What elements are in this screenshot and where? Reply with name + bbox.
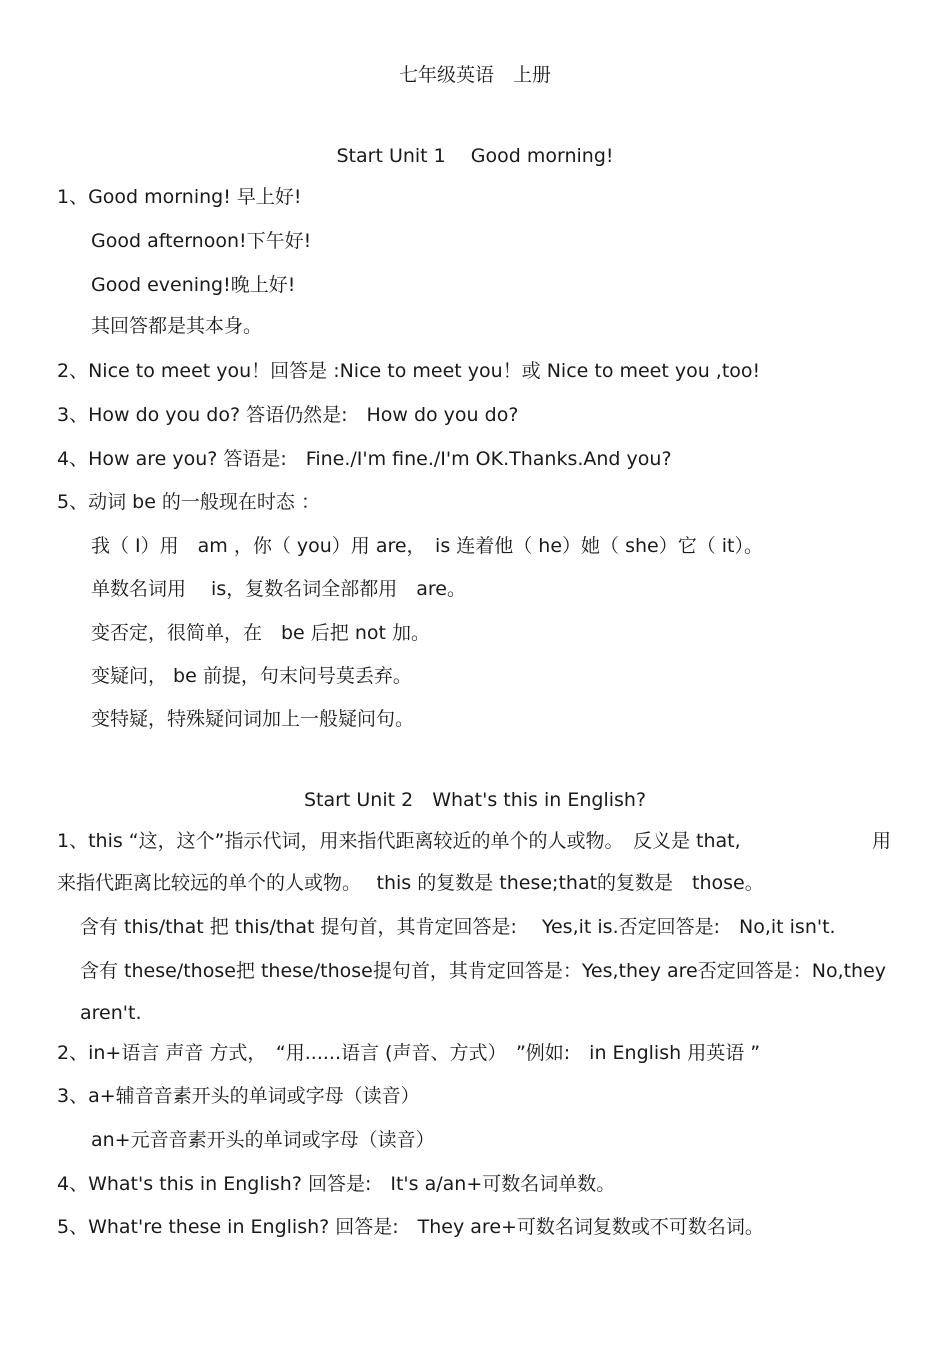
unit2-item1-these-those: 含有 these/those把 these/those提句首，其肯定回答是：Yes,they are否定回答是：No,they (80, 960, 887, 982)
unit1-item1: 1、Good morning! 早上好! (57, 186, 302, 208)
unit2-item3: 3、a+辅音音素开头的单词或字母（读音） (57, 1085, 420, 1107)
unit1-item5-rule4: 变疑问， be 前提，句末问号莫丢弃。 (91, 665, 412, 687)
unit1-item5: 5、动词 be 的一般现在时态 ： (57, 491, 320, 513)
unit2-item1-line1: 1、this “这，这个”指示代词，用来指代距离较近的单个的人或物。 反义是 that, (57, 830, 741, 852)
unit2-item1-line2: 来指代距离比较远的单个的人或物。 this 的复数是 these;that的复数是 those。 (57, 872, 764, 894)
unit2-item1-line1-end: 用 (872, 830, 892, 852)
unit2-item5: 5、What're these in English? 回答是: They are+可数名词复数或不可数名词。 (57, 1216, 764, 1238)
unit1-item1-evening: Good evening!晚上好! (91, 274, 296, 296)
unit1-item4: 4、How are you? 答语是: Fine./I'm fine./I'm OK.Thanks.And you? (57, 448, 672, 470)
unit1-item5-rule5: 变特疑，特殊疑问词加上一般疑问句。 (91, 708, 415, 730)
unit2-heading: Start Unit 2 What's this in English? (303, 789, 647, 811)
unit1-item5-rule2: 单数名词用 is，复数名词全部都用 are。 (91, 578, 466, 600)
unit1-heading: Start Unit 1 Good morning! (336, 145, 614, 167)
unit1-item1-note: 其回答都是其本身。 (91, 315, 263, 337)
unit1-item3: 3、How do you do? 答语仍然是: How do you do? (57, 404, 519, 426)
unit2-item4: 4、What's this in English? 回答是: It's a/an+可数名词单数。 (57, 1173, 616, 1195)
unit2-item3-an: an+元音音素开头的单词或字母（读音） (91, 1129, 435, 1151)
unit2-item2: 2、in+语言 声音 方式， “用......语言 (声音、方式） ”例如: in English 用英语 ” (57, 1042, 761, 1064)
unit1-item5-rule1: 我（ I）用 am ，你（ you）用 are， is 连着他（ he）她（ she）它（ it）。 (91, 535, 763, 557)
page-title: 七年级英语 上册 (398, 64, 551, 86)
unit1-item2: 2、Nice to meet you！回答是 :Nice to meet you！或 Nice to meet you ,too! (57, 360, 761, 382)
unit1-item5-rule3: 变否定，很简单，在 be 后把 not 加。 (91, 622, 430, 644)
unit1-item1-afternoon: Good afternoon!下午好! (91, 230, 312, 252)
unit2-item1-this-that: 含有 this/that 把 this/that 提句首，其肯定回答是: Yes,it is.否定回答是: No,it isn't. (80, 916, 836, 938)
unit2-item1-these-those-end: aren't. (80, 1002, 142, 1024)
